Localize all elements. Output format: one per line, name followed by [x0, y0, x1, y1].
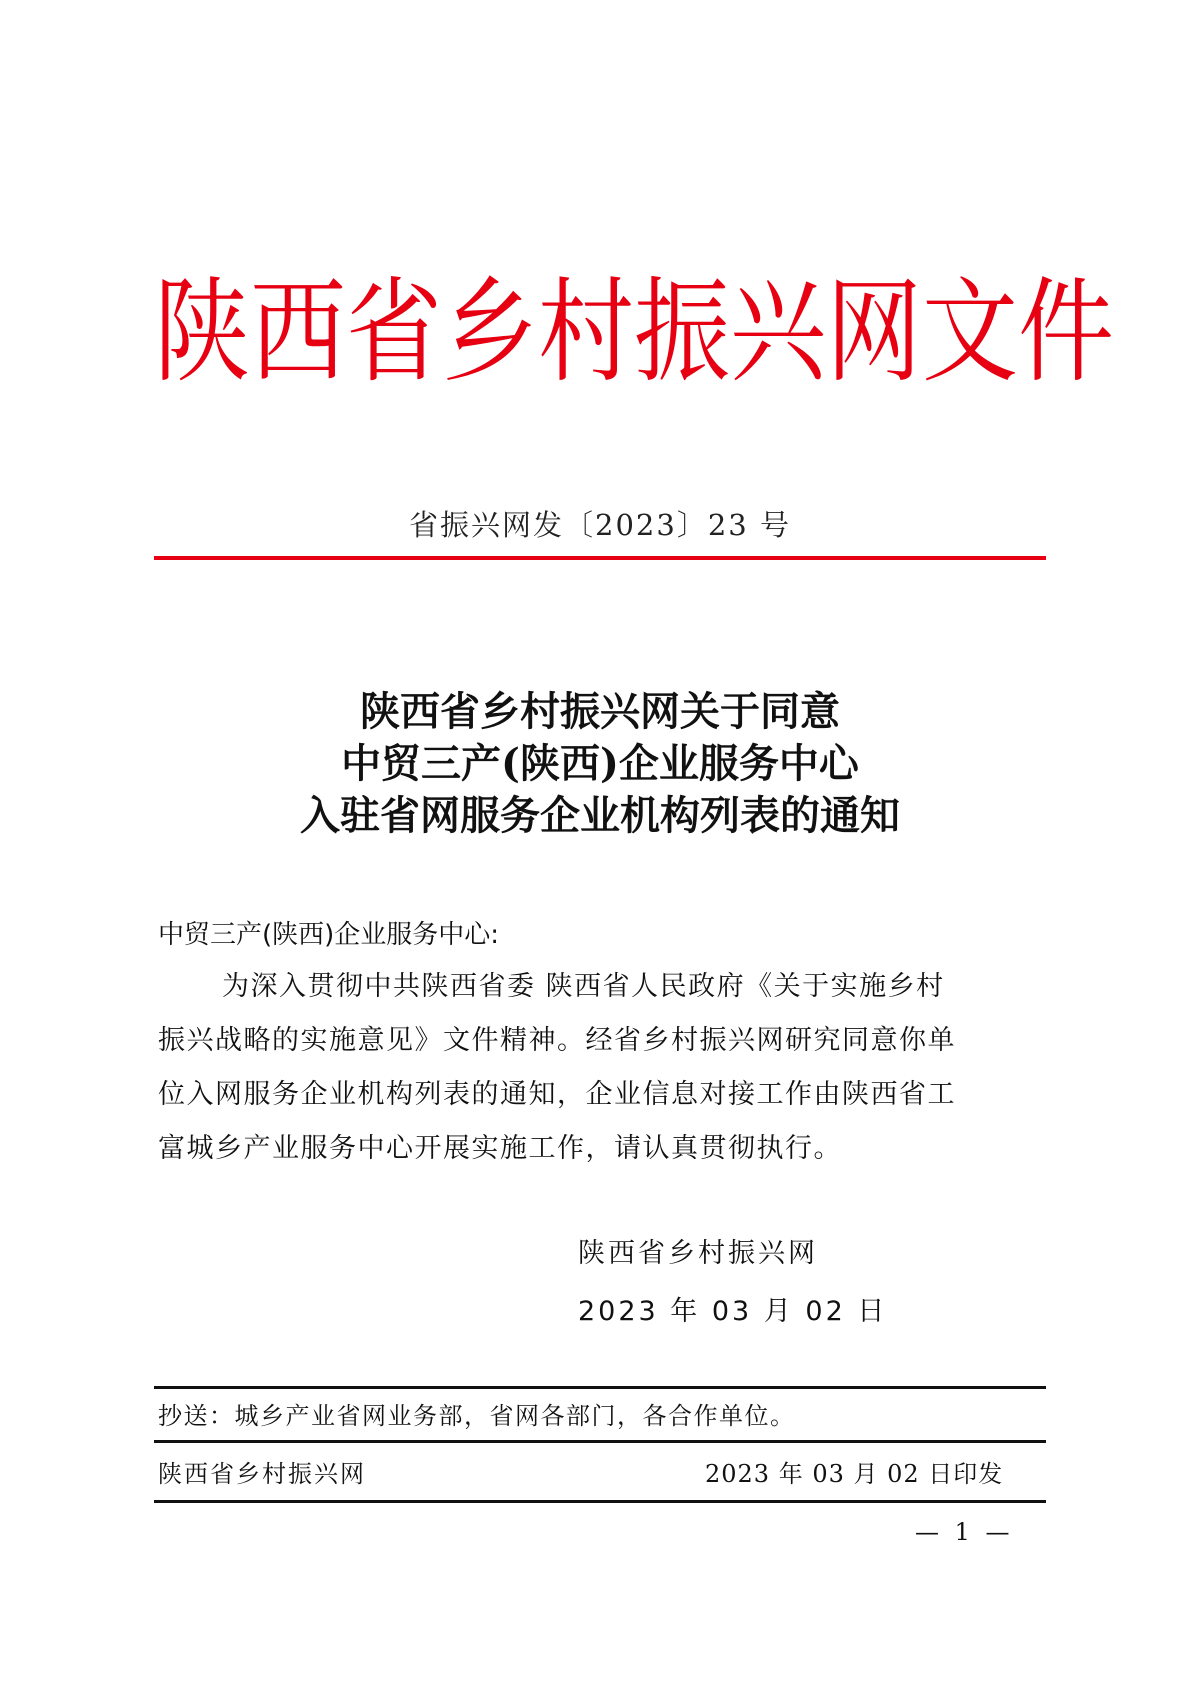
title-line: 陕西省乡村振兴网关于同意: [360, 688, 840, 735]
page-number: — 1 —: [915, 1518, 1014, 1546]
title-line: 入驻省网服务企业机构列表的通知: [300, 792, 900, 839]
masthead-char: 振: [634, 265, 730, 399]
masthead-char: 文: [922, 265, 1018, 399]
print-date: 2023 年 03 月 02 日印发: [705, 1460, 1004, 1488]
title-line: 中贸三产(陕西)企业服务中心: [341, 740, 859, 787]
signature-block: [578, 1225, 887, 1341]
masthead-title: [154, 249, 1114, 414]
footer-rule-middle: [154, 1440, 1046, 1443]
body-line: 位入网服务企业机构列表的通知，企业信息对接工作由陕西省工: [158, 1079, 956, 1110]
masthead-char: 乡: [442, 265, 538, 399]
notice-title: [0, 686, 1200, 842]
body-line: 富城乡产业服务中心开展实施工作，请认真贯彻执行。: [158, 1133, 842, 1164]
cc-recipients: 抄送：城乡产业省网业务部，省网各部门，各合作单位。: [158, 1402, 796, 1430]
notice-body: [158, 960, 1048, 1176]
salutation: 中贸三产(陕西)企业服务中心:: [158, 920, 500, 950]
body-line: 为深入贯彻中共陕西省委 陕西省人民政府《关于实施乡村: [222, 971, 945, 1002]
signature-date: 2023 年 03 月 02 日: [578, 1296, 888, 1327]
footer-rule-bottom: [154, 1500, 1046, 1503]
masthead-char: 陕: [154, 265, 250, 399]
footer-rule-top: [154, 1386, 1046, 1389]
masthead-char: 西: [250, 265, 346, 399]
red-divider: [154, 556, 1046, 560]
masthead-char: 兴: [730, 265, 826, 399]
masthead-char: 件: [1018, 265, 1114, 399]
document-number: 省振兴网发〔2023〕23 号: [409, 508, 791, 542]
body-line: 振兴战略的实施意见》文件精神。经省乡村振兴网研究同意你单: [158, 1025, 956, 1056]
issuing-organization: 陕西省乡村振兴网: [158, 1460, 366, 1488]
masthead-char: 省: [346, 265, 442, 399]
masthead-char: 村: [538, 265, 634, 399]
masthead-char: 网: [826, 265, 922, 399]
signature-organization: 陕西省乡村振兴网: [578, 1238, 818, 1269]
